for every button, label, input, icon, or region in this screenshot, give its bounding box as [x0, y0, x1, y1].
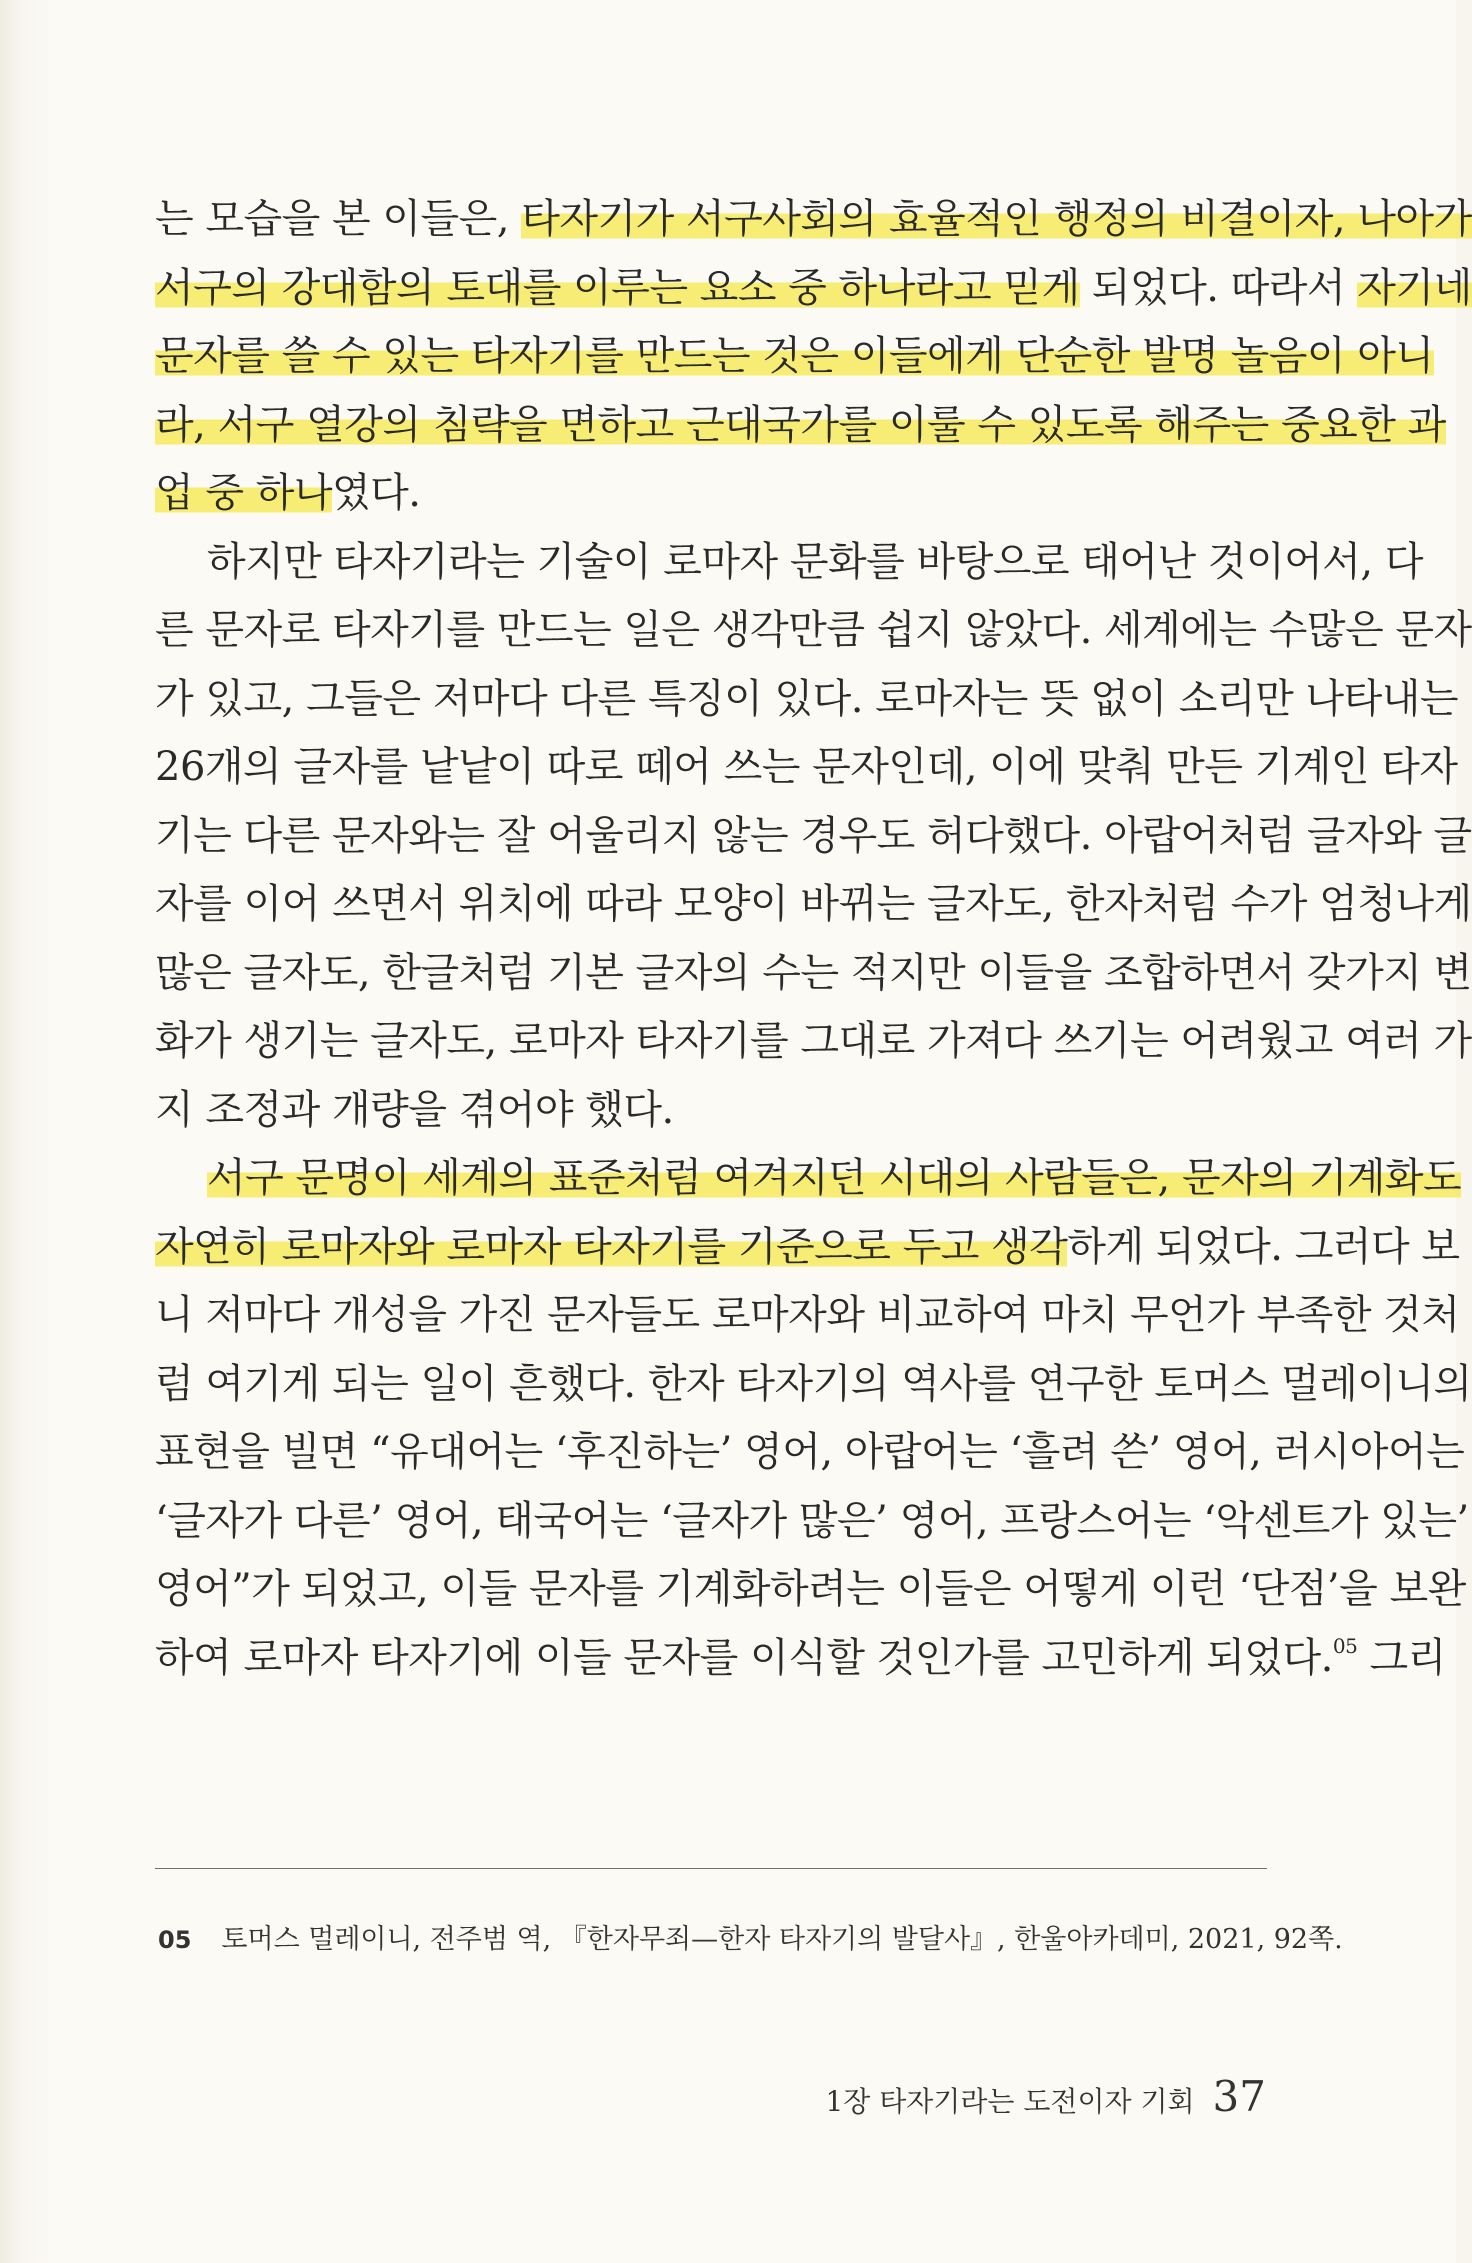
text-segment: 지 조정과 개량을 겪어야 했다.: [155, 1086, 674, 1133]
text-line: [155, 391, 1446, 460]
text-segment: 자를 이어 쓰면서 위치에 따라 모양이 바뀌는 글자도, 한자처럼 수가 엄청나게: [155, 881, 1472, 927]
chapter-title: 1장 타자기라는 도전이자 기회: [825, 2085, 1195, 2118]
text-line: [155, 802, 1472, 871]
text-segment: 른 문자로 타자기를 만드는 일은 생각만큼 쉽지 않았다. 세계에는 수많은 문자: [155, 607, 1472, 653]
text-line: [155, 1007, 1472, 1076]
footnote-marker: 05: [1332, 1633, 1358, 1658]
highlighted-text: 라, 서구 열강의 침략을 면하고 근대국가를 이룰 수 있도록 해주는 중요한 과: [155, 401, 1446, 448]
text-line: [155, 1555, 1466, 1624]
footnote-number: 05: [158, 1926, 192, 1954]
text-line: [155, 1213, 1460, 1282]
text-segment: 하게 되었다. 그러다 보: [1067, 1223, 1460, 1270]
text-line: [155, 528, 1423, 597]
page-number: 37: [1212, 2072, 1266, 2121]
text-line: [155, 1418, 1465, 1487]
text-line: [155, 1281, 1460, 1350]
text-line: [155, 254, 1472, 323]
text-segment: 럼 여기게 되는 일이 흔했다. 한자 타자기의 역사를 연구한 토머스 멀레이니의: [155, 1360, 1472, 1407]
highlighted-text: 자연히 로마자와 로마자 타자기를 기준으로 두고 생각: [155, 1223, 1068, 1270]
text-segment: 많은 글자도, 한글처럼 기본 글자의 수는 적지만 이들을 조합하면서 갖가지 변: [155, 949, 1472, 996]
text-segment: 는 모습을 본 이들은,: [155, 196, 522, 242]
body-text: [155, 185, 1472, 1692]
highlighted-text: 문자를 쓸 수 있는 타자기를 만드는 것은 이들에게 단순한 발명 놀음이 아니: [155, 333, 1434, 379]
paragraph-2: [155, 528, 1472, 1145]
highlighted-text: 서구 문명이 세계의 표준처럼 여겨지던 시대의 사람들은, 문자의 기계화도: [207, 1155, 1462, 1201]
footnote-divider: [155, 1868, 1267, 1869]
text-segment: 되었다. 따라서: [1079, 264, 1358, 311]
highlighted-text: 업 중 하나: [155, 470, 332, 516]
text-segment: ‘글자가 다른’ 영어, 태국어는 ‘글자가 많은’ 영어, 프랑스어는 ‘악센트가 있는’: [155, 1497, 1469, 1544]
text-segment: 였다.: [332, 470, 421, 516]
text-line: [155, 322, 1434, 391]
text-segment: 가 있고, 그들은 저마다 다른 특징이 있다. 로마자는 뜻 없이 소리만 나타내는: [155, 675, 1458, 722]
text-segment: 26개의 글자를 낱낱이 따로 떼어 쓰는 문자인데, 이에 맞춰 만든 기계인 타자: [155, 744, 1458, 790]
text-line: [155, 733, 1458, 802]
text-line: [155, 1487, 1469, 1556]
text-segment: 표현을 빌면 “유대어는 ‘후진하는’ 영어, 아랍어는 ‘흘려 쓴’ 영어, 러시아어는: [155, 1429, 1465, 1475]
text-line: [155, 665, 1458, 734]
text-segment: 그리: [1357, 1634, 1446, 1681]
text-line: [155, 1350, 1472, 1419]
text-line: [155, 596, 1472, 665]
footnote-text: 토머스 멀레이니, 전주범 역, 『한자무죄—한자 타자기의 발달사』, 한울아카데미, 2021, 92쪽.: [221, 1924, 1343, 1955]
footnote: [158, 1920, 1343, 1960]
text-line: [155, 185, 1472, 254]
text-line: [155, 1144, 1462, 1213]
text-segment: 기는 다른 문자와는 잘 어울리지 않는 경우도 허다했다. 아랍어처럼 글자와 글: [155, 812, 1472, 859]
highlighted-text: 타자기가 서구사회의 효율적인 행정의 비결이자, 나아가: [521, 196, 1472, 242]
paragraph-1: [155, 185, 1472, 528]
text-line: [155, 1076, 1267, 1145]
running-footer: [825, 2072, 1266, 2121]
highlighted-text: 서구의 강대함의 토대를 이루는 요소 중 하나라고 믿게: [155, 264, 1080, 311]
text-segment: 영어”가 되었고, 이들 문자를 기계화하려는 이들은 어떻게 이런 ‘단점’을 보완: [155, 1566, 1466, 1612]
text-segment: 화가 생기는 글자도, 로마자 타자기를 그대로 가져다 쓰기는 어려웠고 여러 가: [155, 1018, 1472, 1064]
text-line: [155, 870, 1472, 939]
text-line: [155, 1624, 1446, 1693]
text-segment: 니 저마다 개성을 가진 문자들도 로마자와 비교하여 마치 무언가 부족한 것처: [155, 1292, 1460, 1338]
text-segment: 하여 로마자 타자기에 이들 문자를 이식할 것인가를 고민하게 되었다.: [155, 1634, 1333, 1681]
text-line: [155, 939, 1472, 1008]
highlighted-text: 자기네: [1357, 264, 1472, 311]
text-segment: 하지만 타자기라는 기술이 로마자 문화를 바탕으로 태어난 것이어서, 다: [207, 538, 1423, 585]
paragraph-3: [155, 1144, 1472, 1692]
text-line: [155, 459, 1267, 528]
